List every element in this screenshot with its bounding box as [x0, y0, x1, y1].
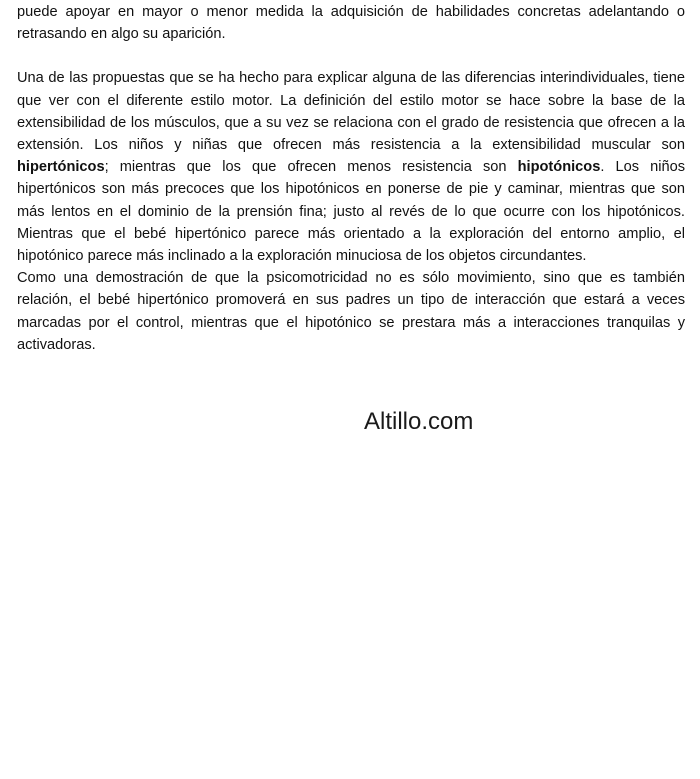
paragraph-2-text-3: . Los niños hipertónicos son más precoces que los hipotónicos en ponerse de pie y caminar, mientras que son más lentos en el dominio de la prensión fina; justo al revés de lo que ocurre con los hipotónicos. Mientras que el bebé hipertónico parece más orientado a la exploración del entorno amplio, el hipotónico parece más inclinado a la exploración minuciosa de los objetos circundantes.: [17, 159, 686, 265]
paragraph-3: Como una demostración de que la psicomotricidad no es sólo movimiento, sino que es también relación, el bebé hipertónico promoverá en sus padres un tipo de interacción que estará a veces marcadas por el control, mientras que el hipotónico se prestara más a interacciones tranquilas y activadoras.: [17, 270, 685, 353]
paragraph-2-text-1: Una de las propuestas que se ha hecho para explicar alguna de las diferencias interindividuales, tiene que ver con el diferente estilo motor. La definición del estilo motor se hace sobre la base de la extensibilidad de los músculos, que a su vez se relaciona con el grado de resistencia que ofrecen a la extensión. Los niños y niñas que ofrecen más resistencia a la extensibilidad muscular son: [17, 70, 685, 154]
paragraph-2: [17, 67, 685, 267]
paragraph-1: puede apoyar en mayor o menor medida la adquisición de habilidades concretas adelantando o retrasando en algo su aparición.: [17, 4, 685, 43]
term-hipotonicos: hipotónicos: [517, 159, 601, 176]
paragraph-2-text-2: ; mientras que los que ofrecen menos resistencia son: [104, 159, 518, 176]
term-hipertonicos: hipertónicos: [17, 159, 105, 176]
document-body: [17, 1, 685, 356]
paragraph-gap: [17, 45, 685, 67]
watermark-logo: Altillo.com: [364, 408, 474, 435]
